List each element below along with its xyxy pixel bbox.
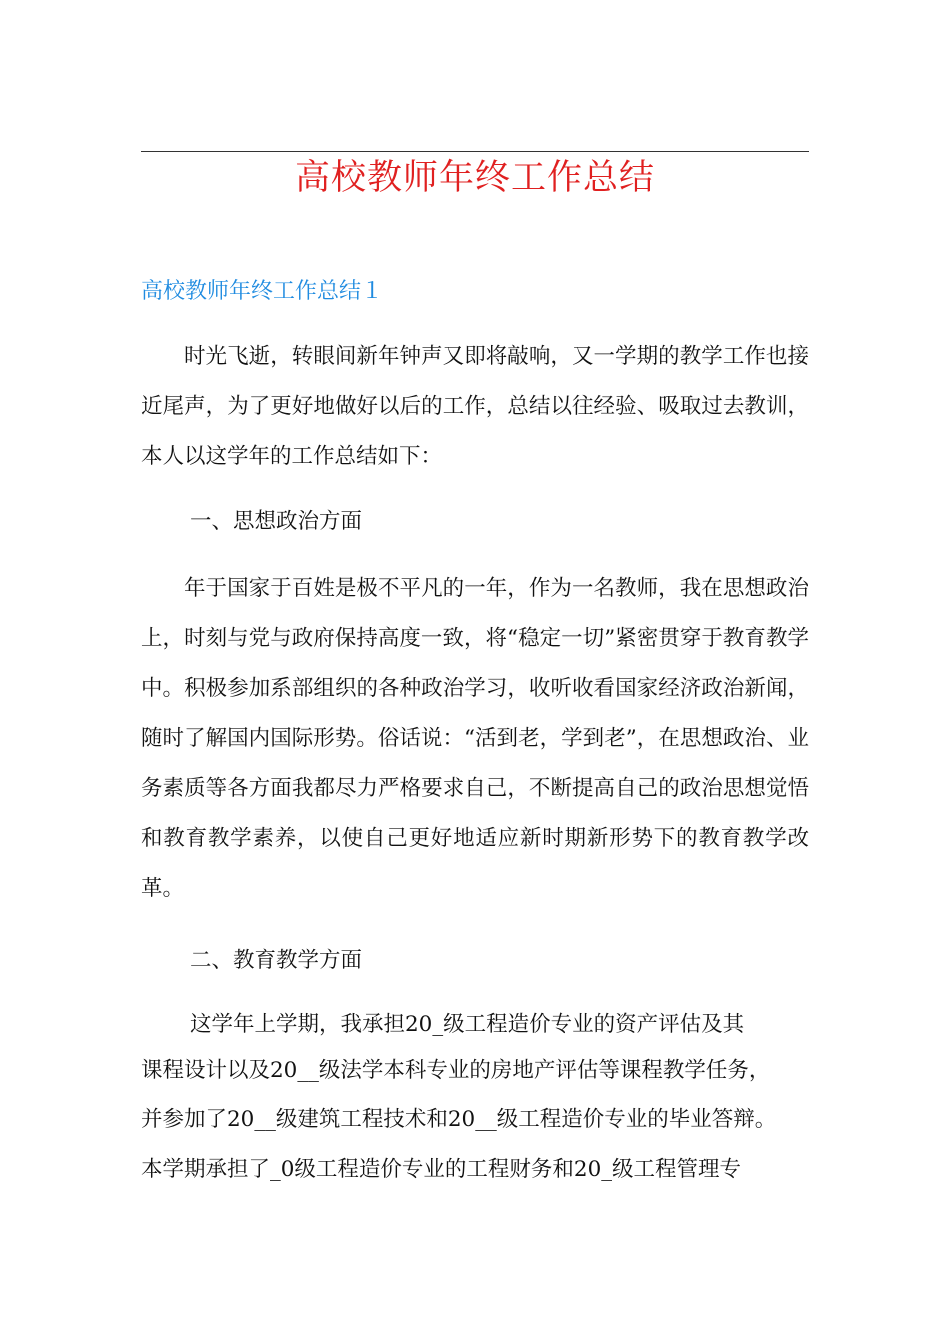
teaching-paragraph-line: 课程设计以及20__级法学本科专业的房地产评估等课程教学任务， — [141, 1058, 771, 1083]
heading-political: 一、思想政治方面 — [190, 509, 363, 534]
teaching-paragraph-line: 本学期承担了_0级工程造价专业的工程财务和20_级工程管理专 — [141, 1157, 742, 1182]
intro-paragraph: 时光飞逝，转眼间新年钟声又即将敲响，又一学期的教学工作也接近尾声，为了更好地做好以后的工作，总结以往经验、吸取过去教训，本人以这学年的工作总结如下： — [141, 344, 809, 469]
title-divider-line — [141, 151, 809, 152]
section-title: 高校教师年终工作总结１ — [141, 279, 384, 304]
teaching-paragraph-line: 并参加了20__级建筑工程技术和20__级工程造价专业的毕业答辩。 — [141, 1107, 777, 1132]
heading-teaching: 二、教育教学方面 — [190, 948, 363, 973]
teaching-paragraph-line: 这学年上学期，我承担20_级工程造价专业的资产评估及其 — [190, 1012, 745, 1037]
document-title: 高校教师年终工作总结 — [294, 158, 655, 198]
political-paragraph: 年于国家于百姓是极不平凡的一年，作为一名教师，我在思想政治上，时刻与党与政府保持高度一致，将“稳定一切”紧密贯穿于教育教学中。积极参加系部组织的各种政治学习，收听收看国家经济政治新闻，随时了解国内国际形势。俗话说：“活到老，学到老”，在思想政治、业务素质等各方面我都尽力严格要求自己，不断提高自己的政治思想觉悟和教育教学素养，以使自己更好地适应新时期新形势下的教育教学改革。 — [141, 576, 809, 901]
